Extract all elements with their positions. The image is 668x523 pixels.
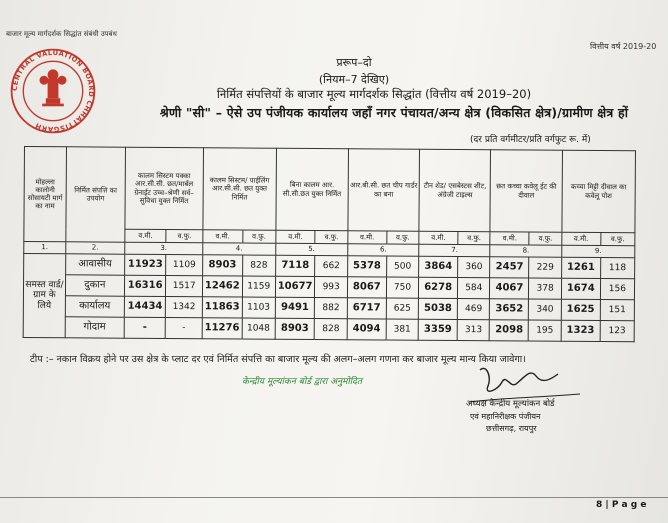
use-column-header: निर्मित संपत्ति का उपयोग bbox=[66, 147, 126, 242]
rate-cell: 4094 bbox=[347, 319, 386, 340]
rate-cell: 8903 bbox=[275, 318, 315, 339]
document-title: निर्मित संपत्तियों के बाजार मूल्य मार्गदर्शक सिद्धांत (वित्तीय वर्ष 2019–20) bbox=[216, 87, 532, 101]
rate-cell: 14434 bbox=[124, 296, 166, 317]
unit-sqft: व.फु. bbox=[387, 231, 419, 244]
rate-cell: 6278 bbox=[419, 277, 458, 298]
rate-cell: 469 bbox=[457, 299, 490, 320]
signatory-designation: एवं महानिरीक्षक पंजीयन bbox=[470, 412, 541, 421]
rate-cell: 10677 bbox=[275, 276, 315, 297]
rate-cell: 1517 bbox=[166, 275, 203, 296]
rate-cell: 11863 bbox=[202, 297, 242, 318]
type-header: बिना कालम आर. सी.सी.छत युक्त निर्मित bbox=[276, 148, 349, 231]
unit-sqm: व.मी. bbox=[562, 232, 601, 245]
unit-sqm: व.मी. bbox=[125, 229, 167, 242]
rate-cell: 12462 bbox=[202, 276, 242, 297]
rate-cell: 11923 bbox=[124, 254, 166, 275]
signatory-location: छत्तीसगढ़, रायपुर bbox=[486, 424, 537, 433]
rate-cell: 1261 bbox=[561, 257, 600, 278]
rate-cell: 360 bbox=[458, 257, 491, 278]
unit-sqm: व.मी. bbox=[490, 232, 529, 245]
rate-cell: 662 bbox=[315, 256, 348, 277]
unit-sqft: व.फु. bbox=[166, 229, 203, 242]
type-header: कच्चा मिट्टी दीवाल का कवेलू पोश bbox=[562, 150, 636, 233]
column-number: 5. bbox=[275, 243, 347, 256]
running-header: बाजार मूल्य मार्गदर्शक सिद्धांत संबंधी उपबंध bbox=[6, 30, 117, 38]
rate-cell: 6717 bbox=[347, 298, 386, 319]
rate-cell: 378 bbox=[529, 278, 562, 299]
rate-cell: 3864 bbox=[419, 256, 458, 277]
unit-sqft: व.फु. bbox=[243, 230, 276, 243]
column-number: 2. bbox=[66, 242, 125, 254]
column-number: 7. bbox=[419, 244, 490, 256]
rate-cell: 1323 bbox=[561, 320, 600, 341]
rate-cell: 750 bbox=[386, 277, 419, 298]
rate-cell: 2457 bbox=[490, 257, 529, 278]
rate-unit-note: (दर प्रति वर्गमीटर/प्रति वर्गफुट रू. में) bbox=[470, 135, 591, 145]
rate-cell: 5378 bbox=[347, 256, 386, 277]
rate-cell: 5038 bbox=[418, 298, 457, 319]
rate-cell: 229 bbox=[529, 257, 562, 278]
unit-sqft: व.फु. bbox=[529, 232, 561, 245]
type-header: आर.बी.सी. छत चीप गार्डर का बना bbox=[348, 149, 420, 231]
area-name-cell: समस्त वार्ड/ग्राम के लिये bbox=[23, 254, 65, 338]
type-header: कालम सिस्टम पक्का आर.सी.सी. छत/मार्बल ग्रेनाईट उच्च–श्रेणी सर्व–सुविधा युक्त निर्मित bbox=[125, 147, 204, 230]
unit-sqm: व.मी. bbox=[348, 231, 387, 244]
rate-cell: 500 bbox=[386, 256, 419, 277]
type-header: छत कच्चा कवेलू ईट की दीवाल bbox=[490, 150, 562, 232]
rate-cell: 1342 bbox=[166, 296, 203, 317]
form-number: प्ररूप–दो bbox=[336, 56, 372, 69]
rate-cell: 156 bbox=[600, 279, 634, 300]
unit-sqm: व.मी. bbox=[203, 230, 243, 243]
rate-cell: 8067 bbox=[347, 277, 386, 298]
unit-sqft: व.फु. bbox=[458, 232, 490, 245]
rate-cell: 11276 bbox=[202, 318, 242, 339]
rate-cell: 118 bbox=[600, 258, 634, 279]
rate-cell: - bbox=[166, 317, 203, 338]
column-number: 3. bbox=[125, 242, 203, 255]
table-row bbox=[23, 316, 634, 341]
rate-cell: 313 bbox=[457, 320, 490, 341]
use-cell: आवासीय bbox=[65, 254, 124, 275]
use-cell: गोदाम bbox=[65, 317, 124, 338]
page-number: 8 | P a g e bbox=[596, 500, 647, 510]
rate-cell: 828 bbox=[242, 255, 275, 276]
use-cell: दुकान bbox=[65, 275, 124, 296]
rate-cell: 7118 bbox=[275, 255, 315, 276]
unit-sqm: व.मी. bbox=[276, 230, 316, 243]
signatory-title: अध्यक्ष केन्द्रीय मूल्यांकन बोर्ड bbox=[466, 399, 555, 409]
seal-ring-text: CENTRAL VALUATION BOARD CHHATTISGARH bbox=[10, 48, 96, 134]
column-number: 8. bbox=[490, 245, 561, 257]
rate-cell: 1674 bbox=[561, 278, 600, 299]
unit-sqft: व.फु. bbox=[601, 233, 635, 246]
rate-cell: 16316 bbox=[124, 275, 166, 296]
rate-cell: 340 bbox=[529, 299, 562, 320]
rate-cell: 993 bbox=[315, 277, 348, 298]
footer-divider bbox=[0, 497, 668, 498]
column-number: 1. bbox=[24, 242, 66, 254]
rate-cell: 195 bbox=[529, 320, 562, 341]
rate-cell: 1048 bbox=[242, 318, 275, 339]
rate-cell: 151 bbox=[600, 300, 634, 321]
rate-cell: 1159 bbox=[242, 276, 275, 297]
rate-cell: 4067 bbox=[490, 278, 529, 299]
rate-cell: 3359 bbox=[418, 319, 457, 340]
type-header: टीन शेड/ एसबेस्टस शीट, अंग्रेजी टाइल्स bbox=[419, 149, 491, 231]
rate-cell: 1625 bbox=[561, 299, 600, 320]
rate-cell: 381 bbox=[386, 319, 419, 340]
use-cell: कार्यालय bbox=[65, 296, 124, 317]
area-column-header: मोहल्ला कालोनी सोसायटी मार्ग का नाम bbox=[24, 147, 67, 242]
column-number: 6. bbox=[348, 244, 419, 256]
rate-cell: 828 bbox=[315, 319, 348, 340]
rate-cell: - bbox=[124, 317, 166, 338]
unit-sqm: व.मी. bbox=[419, 231, 458, 244]
rate-cell: 882 bbox=[315, 298, 348, 319]
rate-cell: 1109 bbox=[166, 254, 203, 275]
rate-cell: 1103 bbox=[242, 297, 275, 318]
rate-cell: 8903 bbox=[203, 255, 243, 276]
type-header: कालम सिस्टम/ पाईलिंग आर.सी.सी. छत युक्त निर्मित bbox=[203, 148, 276, 231]
footnote: टीप :– नकान विक्रय होने पर उस क्षेत्र के प्लाट दर एवं निर्मित संपत्ति का बाजार मूल्य की अलग–अलग गणना कर बाजार मूल्य मान्य किया जावेगा। bbox=[30, 354, 526, 365]
rate-cell: 123 bbox=[600, 321, 634, 342]
rate-cell: 2098 bbox=[490, 320, 529, 341]
valuation-table bbox=[23, 146, 636, 342]
rate-cell: 3652 bbox=[490, 299, 529, 320]
rate-cell: 9491 bbox=[275, 297, 315, 318]
column-number: 9. bbox=[562, 245, 635, 258]
fiscal-year-tag: वित्तीय वर्ष 2019-20 bbox=[590, 42, 657, 51]
approval-stamp: केन्द्रीय मूल्यांकन बोर्ड द्वारा अनुमोदित bbox=[242, 377, 363, 387]
column-number: 4. bbox=[203, 243, 276, 256]
rate-cell: 625 bbox=[386, 298, 419, 319]
rule-reference: (नियम–7 देखिए) bbox=[318, 73, 390, 86]
unit-sqft: व.फु. bbox=[315, 231, 347, 244]
category-heading: श्रेणी "सी" – ऐसे उप पंजीयक कार्यालय जहाँ नगर पंचायत/अन्य क्षेत्र (विकसित क्षेत्र)/ग्रामीण क्षेत्र हों bbox=[159, 105, 629, 120]
rate-cell: 584 bbox=[458, 278, 491, 299]
